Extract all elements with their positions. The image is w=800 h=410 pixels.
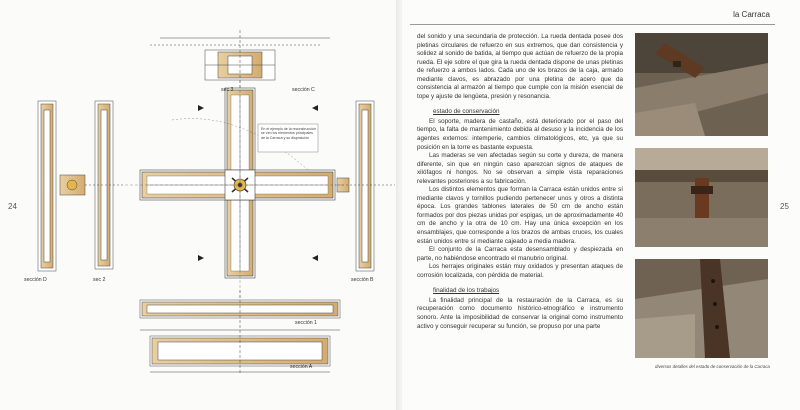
label-seccion-c: sección C	[292, 87, 315, 93]
paragraph: La finalidad principal de la restauración de la Carraca, es su recuperación como documento histórico-etnográfico e instrumento sonoro. Ante la imposibilidad de conservar la original como instrumento activo y conseguir recuperar su función, se propuso por una parte	[417, 296, 623, 330]
header-rule	[410, 24, 775, 25]
photo-bolted-plate-detail	[635, 259, 768, 358]
section-heading-conservacion: estado de conservación	[433, 108, 500, 116]
technical-drawing	[0, 0, 398, 410]
label-seccion-b: sección B	[351, 277, 374, 283]
left-page	[0, 0, 398, 410]
drawing-note: En el ejemplo de la reconstrucción se ven los elementos principales de la Carraca y su disposición	[261, 127, 316, 140]
label-seccion-d: sección D	[24, 277, 47, 283]
paragraph: Las maderas se ven afectadas según su corte y dureza, de manera diferente, sin que en ningún caso aparezcan signos de ataques de xilófagos ni hongos. No se observan a simple vista reparaciones relevantes posteriores a su fabricación.	[417, 152, 623, 185]
running-header: la Carraca	[733, 10, 770, 19]
paragraph: Los distintos elementos que forman la Carraca están unidos entre sí mediante clavos y tornillos pudiendo pertenecer unos y otros a distinta época. Los grandes tablones laterales de 50 cm de ancho están formados por dos piezas unidas por espigas, un de aproximadamente 40 cm de ancho y la otra de 10 cm. Hay una única excepción en los ensamblajes, que corresponde a los brazos de ambas cruces, los cuales están unidos entre sí mediante cajeado a media madera.	[417, 186, 623, 245]
paragraph: El conjunto de la Carraca esta desensamblado y despiezada en parte, no habiéndose encontrado el manubrio original.	[417, 246, 623, 262]
cross-plan-view	[125, 80, 345, 300]
photo-wood-iron-detail	[635, 33, 768, 136]
label-seccion-a: sección A	[290, 364, 313, 370]
paragraph: El soporte, madera de castaño, está deteriorado por el paso del tiempo, la falta de mantenimiento debida al desuso y la incidencia de los agentes externos: intemperie, cambios climatológicos, etc, ya que su posición en la torre es bastante expuesta.	[417, 117, 623, 151]
body-text-column	[417, 33, 623, 331]
section-heading-finalidad: finalidad de los trabajos	[433, 287, 500, 295]
label-seccion-1: sección 1	[295, 320, 317, 326]
page-number-left: 24	[8, 202, 17, 211]
photo-iron-bracket-detail	[635, 148, 768, 247]
section-2-view	[60, 175, 85, 195]
paragraph: del sonido y una secundaria de protección. La rueda dentada posee dos pletinas circulares de refuerzo en sus extremos, que dan consistencia y solidez al sonido de batida, al tiempo que actúan de refuerzo de la propia rueda. El eje sobre el que gira la rueda dentada dispone de unas pletinas de refuerzo a ambos lados. Cada uno de los brazos de la caja, armado mediante clavos, es abrazado por una pletina de acero que da consistencia al armazón al tiempo que cumple con la misión esencial de tope y ajuste de lengüeta, presión y resonancia.	[417, 33, 623, 100]
label-sec-3: sec 3	[221, 87, 234, 93]
page-number-right: 25	[780, 202, 789, 211]
label-sec-2: sec 2	[93, 277, 106, 283]
photo-caption: diversos detalles del estado de conservación de la Carraca	[655, 364, 770, 369]
section-a-view	[140, 290, 340, 375]
section-b-view	[330, 101, 395, 271]
paragraph: Los herrajes originales están muy oxidados y presentan ataques de corrosión localizada, con pérdida de material.	[417, 263, 623, 279]
